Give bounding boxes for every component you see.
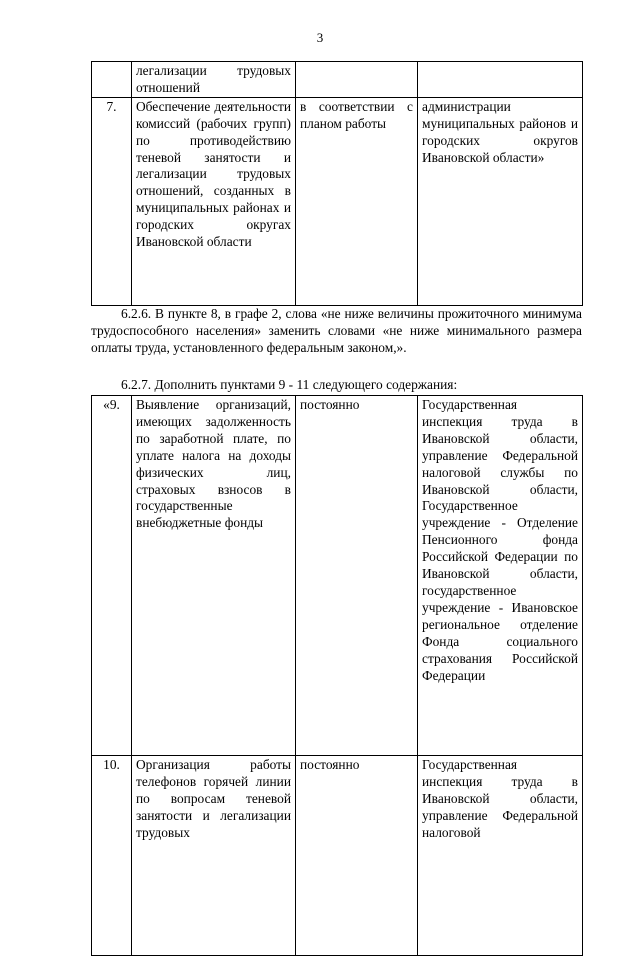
table-row — [92, 396, 583, 756]
row-number — [92, 62, 132, 98]
measure-cell: Обеспечение деятельности комиссий (рабочих групп) по противодействию теневой занятости и легализации трудовых отношений, созданных в муниципальных районах и городских округах Ивановской области — [132, 97, 296, 305]
row-number: 7. — [92, 97, 132, 305]
term-cell: постоянно — [296, 756, 418, 956]
paragraph-6-2-7: 6.2.7. Дополнить пунктами 9 - 11 следующего содержания: — [121, 377, 458, 392]
term-cell — [296, 62, 418, 98]
row-number: «9. — [92, 396, 132, 756]
page-number: 3 — [316, 30, 324, 45]
measure-cell: Выявление организаций, имеющих задолженность по заработной плате, по уплате налога на доходы физических лиц, страховых взносов в государственные внебюджетные фонды — [132, 396, 296, 756]
paragraph-6-2-6: 6.2.6. В пункте 8, в графе 2, слова «не ниже величины прожиточного минимума трудоспособного населения» заменить словами «не ниже минимального размера оплаты труда, установленного федеральным законом,». — [91, 306, 582, 355]
term-cell: в соответствии с планом работы — [296, 97, 418, 305]
measure-cell: Организация работы телефонов горячей линии по вопросам теневой занятости и легализации трудовых — [132, 756, 296, 956]
measures-table-additions — [91, 395, 583, 956]
executor-cell — [418, 62, 583, 98]
measure-cell: легализации трудовых отношений — [132, 62, 296, 98]
executor-cell: Государственная инспекция труда в Ивановской области, управление Федеральной налоговой — [418, 756, 583, 956]
executor-cell: администрации муниципальных районов и городских округов Ивановской области» — [418, 97, 583, 305]
term-cell: постоянно — [296, 396, 418, 756]
executor-cell: Государственная инспекция труда в Ивановской области, управление Федеральной налоговой службы по Ивановской области, Государственное учреждение - Отделение Пенсионного фонда Российской Федерации по Ивановской области, государственное учреждение - Ивановское региональное отделение Фонда социального страхования Российской Федерации — [418, 396, 583, 756]
measures-table-continued — [91, 61, 583, 306]
table-row — [92, 62, 583, 98]
table-row — [92, 756, 583, 956]
table-row — [92, 97, 583, 305]
row-number: 10. — [92, 756, 132, 956]
